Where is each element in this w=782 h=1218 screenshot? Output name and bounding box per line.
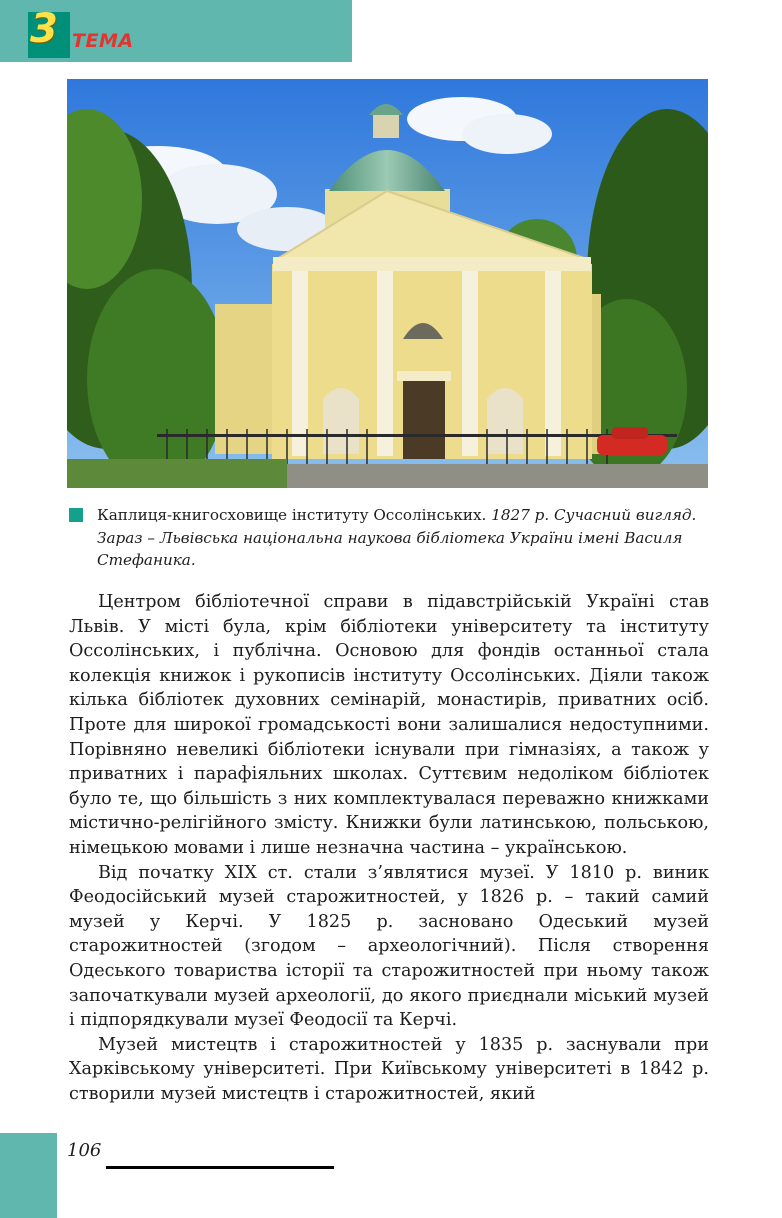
chapel-photo: [67, 79, 708, 488]
topic-number-badge: [28, 6, 70, 58]
paragraph: Центром бібліотечної справи в підавстрійській Україні став Львів. У місті була, крім бібліотеки університету та інституту Оссолінських, і публічна. Основою для фондів останньої стала колекція книжок і рукописів інституту Оссолінських. Діяли також кілька бібліотек духовних семінарій, монастирів, приватних осіб. Проте для широкої громадськості вони залишалися недоступними. Порівняно невеликі бібліотеки існували при гімназіях, а також у приватних і парафіяльних школах. Суттєвим недоліком бібліотек було те, що більшість з них комплектувалася переважно книжками містично-релігійного змісту. Книжки були латинською, польською, німецькою мовами і лише незначна частина – українською.: [69, 592, 709, 858]
footer-rule: [106, 1166, 334, 1169]
caption-italic: 1827 р. Сучасний вигляд. Зараз – Львівська національна наукова бібліотека України імені Василя Стефаника.: [97, 506, 697, 569]
photo-caption: [97, 504, 709, 572]
topic-label: ТЕМА: [72, 30, 134, 52]
page-side-bar: [0, 1133, 57, 1218]
body-text: [69, 590, 709, 1106]
chapel-illustration: [67, 79, 708, 488]
topic-number: 3: [30, 6, 58, 52]
paragraph: Музей мистецтв і старожитностей у 1835 р. заснували при Харківському університеті. При Київському університеті в 1842 р. створили музей мистецтв і старожитностей, який: [69, 1034, 709, 1104]
page-number: 106: [67, 1140, 102, 1161]
caption-normal: Каплиця-книгосховище інституту Оссолінських.: [97, 506, 487, 524]
paragraph: Від початку XIX ст. стали з’являтися музеї. У 1810 р. виник Феодосійський музей старожитностей, у 1826 р. – такий самий музей у Керчі. У 1825 р. засновано Одеський музей старожитностей (згодом – археологічний). Після створення Одеського товариства історії та старожитностей при ньому також започаткували музей археології, до якого приєднали міський музей і підпорядкували музеї Феодосії та Керчі.: [69, 862, 709, 1031]
caption-marker: [69, 508, 83, 522]
